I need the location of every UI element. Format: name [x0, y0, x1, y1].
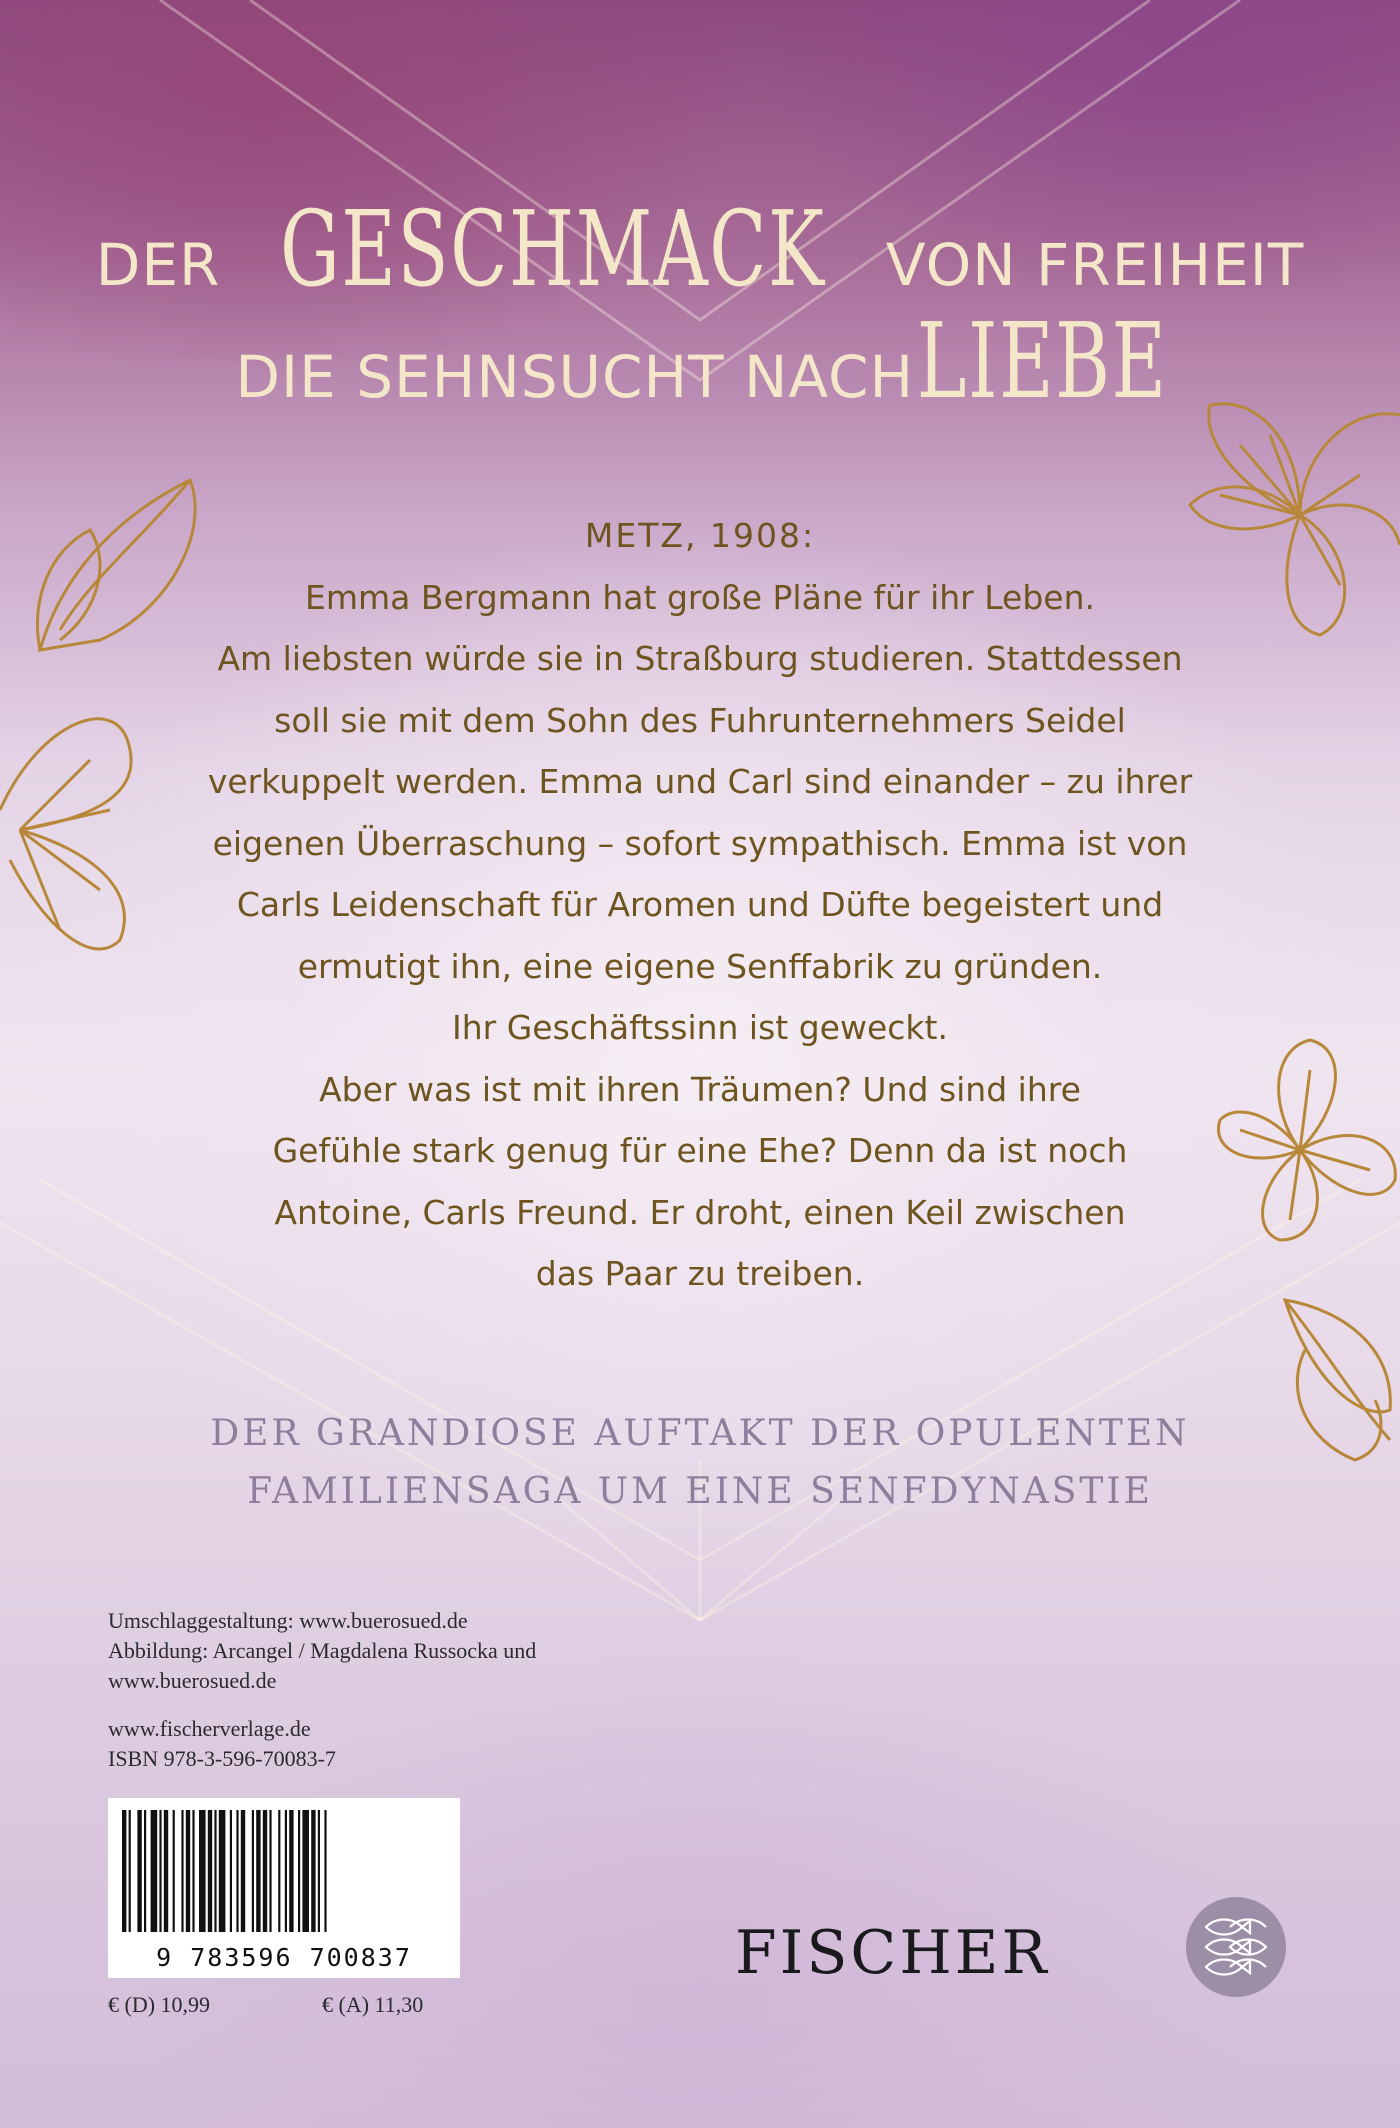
synopsis-line: eigenen Überraschung – sofort sympathisch. Emma ist von — [212, 823, 1188, 863]
price-germany: € (D) 10,99 — [108, 1992, 211, 2017]
fischer-fish-logo-icon — [1184, 1895, 1288, 1999]
illustration-credit-cont: www.buerosued.de — [108, 1668, 277, 1693]
synopsis-heading: METZ, 1908: — [584, 516, 816, 555]
imprint-credits — [108, 1606, 536, 1774]
barcode — [108, 1798, 460, 1978]
series-tagline — [0, 1405, 1400, 1521]
price-austria: € (A) 11,30 — [322, 1992, 424, 2017]
synopsis-line: Ihr Geschäftssinn ist geweckt. — [452, 1008, 948, 1047]
publisher-website: www.fischerverlage.de — [108, 1716, 311, 1741]
headline-word-der: DER — [95, 231, 221, 299]
synopsis-line: Gefühle stark genug für eine Ehe? Denn da ist noch — [272, 1131, 1128, 1170]
headline-line-2 — [0, 300, 1400, 422]
synopsis-line: verkuppelt werden. Emma und Carl sind einander – zu ihrer — [207, 762, 1193, 801]
synopsis-line: Emma Bergmann hat große Pläne für ihr Leben. — [304, 577, 1096, 617]
synopsis-line: soll sie mit dem Sohn des Fuhrunternehmers Seidel — [274, 700, 1126, 740]
barcode-bars — [120, 1810, 448, 1940]
headline-words-sehnsucht: DIE SEHNSUCHT NACH — [235, 343, 915, 411]
illustration-credit: Abbildung: Arcangel / Magdalena Russocka und — [108, 1638, 537, 1663]
synopsis-text — [150, 505, 1250, 1305]
tagline-line-2: FAMILIENSAGA UM EINE SENFDYNASTIE — [247, 1471, 1153, 1512]
publisher-name: FISCHER — [735, 1918, 1050, 1988]
synopsis-line: Antoine, Carls Freund. Er droht, einen Keil zwischen — [274, 1192, 1126, 1232]
tagline-line-1: DER GRANDIOSE AUFTAKT DER OPULENTEN — [210, 1413, 1190, 1454]
synopsis-line: Carls Leidenschaft für Aromen und Düfte begeistert und — [236, 885, 1164, 924]
flower-mid-left-icon — [0, 680, 150, 980]
synopsis-line: das Paar zu treiben. — [535, 1254, 865, 1293]
credits-spacer — [108, 1696, 536, 1714]
headline-line-1 — [0, 188, 1400, 310]
headline-word-liebe: LIEBE — [916, 300, 1168, 422]
synopsis-line: Aber was ist mit ihren Träumen? Und sind ihre — [319, 1069, 1081, 1109]
isbn-text: ISBN 978-3-596-70083-7 — [108, 1746, 336, 1771]
synopsis-line: ermutigt ihn, eine eigene Senffabrik zu gründen. — [297, 946, 1103, 986]
headline-word-geschmack: GESCHMACK — [280, 188, 826, 310]
headline-words-von-freiheit: VON FREIHEIT — [885, 231, 1305, 299]
cover-design-credit: Umschlaggestaltung: www.buerosued.de — [108, 1608, 468, 1633]
barcode-number: 9 783596 700837 — [156, 1943, 412, 1972]
synopsis-line: Am liebsten würde sie in Straßburg studieren. Stattdessen — [217, 639, 1183, 678]
